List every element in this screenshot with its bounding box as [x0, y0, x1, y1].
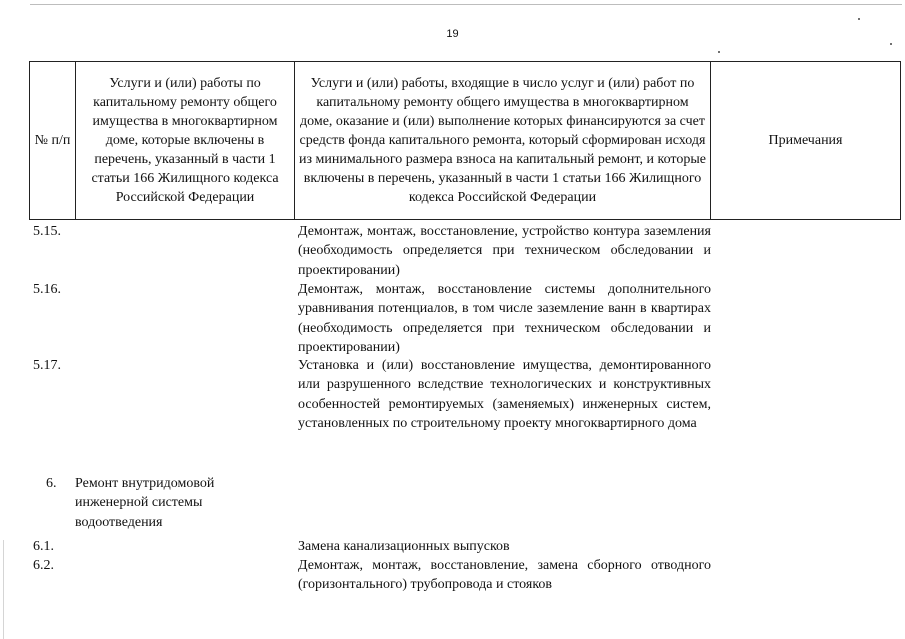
scan-edge-top — [30, 4, 902, 5]
scan-speck — [858, 18, 860, 20]
scan-speck — [718, 51, 720, 53]
section-number: 6. — [46, 476, 57, 491]
header-col-notes: Примечания — [711, 62, 901, 220]
section-title: Ремонт внутридомовой инженерной системы водоотведения — [75, 476, 215, 530]
row-description: Замена канализационных выпусков — [298, 539, 510, 554]
header-col-works: Услуги и (или) работы, входящие в число услуг и (или) работ по капитальному ремонту общего имущества в многоквартирном доме, оказание и (или) выполнение которых финансируются за счет средств фонда капитального ремонта, который сформирован исходя из минимального размера взноса на капитальный ремонт, и которые включены в перечень, указанный в части 1 статьи 166 Жилищного кодекса Российской Федерации — [295, 62, 711, 220]
table-header — [29, 61, 901, 220]
row-description: Установка и (или) восстановление имущества, демонтированного или разрушенного вследствие технологических и конструктивных особенностей ремонтируемых (заменяемых) инженерных систем, установленных по строительному проекту многоквартирного дома — [298, 358, 711, 431]
scan-speck — [890, 43, 892, 45]
row-number: 6.2. — [33, 558, 54, 573]
row-number: 5.16. — [33, 282, 61, 297]
header-col-number: № п/п — [30, 62, 76, 220]
scan-edge-left — [3, 540, 4, 639]
row-number: 5.17. — [33, 358, 61, 373]
row-description: Демонтаж, монтаж, восстановление, устройство контура заземления (необходимость определяется при техническом обследовании и проектировании) — [298, 224, 711, 278]
row-number: 6.1. — [33, 539, 54, 554]
row-description: Демонтаж, монтаж, восстановление, замена сборного отводного (горизонтального) трубопровода и стояков — [298, 558, 711, 593]
page-number: 19 — [446, 28, 459, 40]
row-number: 5.15. — [33, 224, 61, 239]
row-description: Демонтаж, монтаж, восстановление системы дополнительного уравнивания потенциалов, в том числе заземление ванн в квартирах (необходимость определяется при техническом обследовании и проектировании) — [298, 282, 711, 355]
header-col-services: Услуги и (или) работы по капитальному ремонту общего имущества в многоквартирном доме, которые включены в перечень, указанный в части 1 статьи 166 Жилищного кодекса Российской Федерации — [76, 62, 295, 220]
